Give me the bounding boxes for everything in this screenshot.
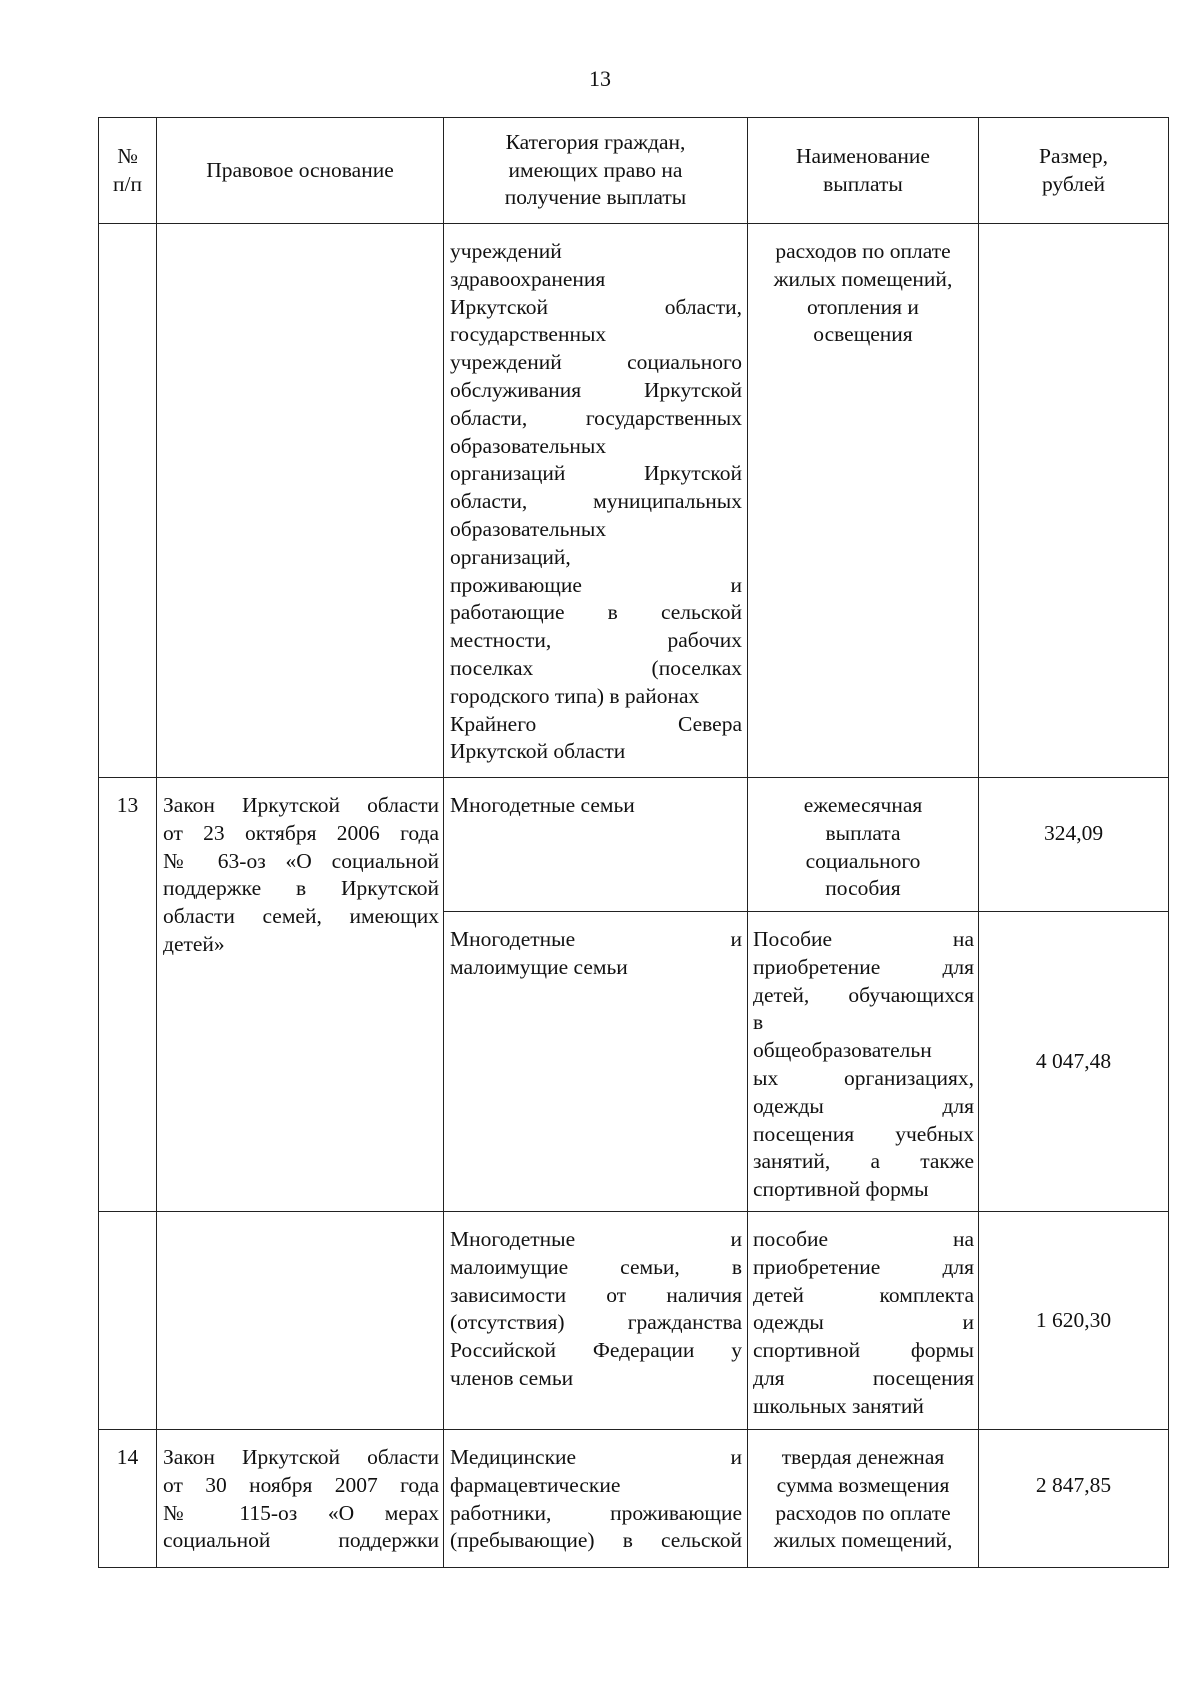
page-number: 13 xyxy=(589,66,611,91)
text-line: № 63-оз «О социальной xyxy=(163,848,439,873)
cell-payment-name xyxy=(748,912,979,1212)
header-payment-name: Наименование выплаты xyxy=(748,118,979,224)
header-legal-basis: Правовое основание xyxy=(157,118,444,224)
cell-payment-name xyxy=(748,224,979,778)
table-row xyxy=(99,1430,1169,1568)
text-line: освещения xyxy=(813,322,913,347)
text-line: членов семьи xyxy=(450,1365,574,1390)
cell-category xyxy=(444,1212,748,1430)
text-line: спортивной формы xyxy=(753,1338,974,1363)
text-line: Иркутской области, xyxy=(450,294,742,319)
text-line: образовательных xyxy=(450,516,607,541)
text-line: отопления и xyxy=(807,294,919,319)
text-line: пособия xyxy=(825,876,901,901)
text-line: малоимущие семьи xyxy=(450,954,628,979)
text-line: Закон Иркутской области xyxy=(163,1445,439,1469)
cell-num xyxy=(99,1212,157,1430)
text-line: жилых помещений, xyxy=(773,1528,953,1553)
text-line: (пребывающие) в сельской xyxy=(450,1528,742,1553)
text-line: занятий, а также xyxy=(753,1149,974,1174)
table-row xyxy=(99,778,1169,912)
text-line: от 23 октября 2006 года xyxy=(163,820,439,845)
text-line: приобретение для xyxy=(753,954,974,979)
text-line: государственных xyxy=(450,322,607,347)
text-line: социальной поддержки xyxy=(163,1528,439,1553)
text-line: детей» xyxy=(163,931,225,956)
text-line: малоимущие семьи, в xyxy=(450,1254,742,1279)
cell-law xyxy=(157,778,444,1212)
text-line: одежды и xyxy=(753,1310,974,1335)
text-line: Закон Иркутской области xyxy=(163,793,439,817)
text-line: фармацевтические xyxy=(450,1472,621,1497)
text-line: одежды для xyxy=(753,1093,974,1118)
cell-category: Многодетные семьи xyxy=(444,778,748,912)
table-row xyxy=(99,224,1169,778)
text-line: работающие в сельской xyxy=(450,600,742,625)
cell-law xyxy=(157,1212,444,1430)
cell-num xyxy=(99,224,157,778)
header-amount: Размер, рублей xyxy=(979,118,1169,224)
cell-amount: 1 620,30 xyxy=(979,1212,1169,1430)
cell-law xyxy=(157,224,444,778)
table-row xyxy=(99,1212,1169,1430)
text-line: зависимости от наличия xyxy=(450,1282,742,1307)
text-line: (отсутствия) гражданства xyxy=(450,1310,742,1335)
cell-law xyxy=(157,1430,444,1568)
header-num: № п/п xyxy=(99,118,157,224)
text-line: жилых помещений, xyxy=(773,266,953,291)
cell-payment-name xyxy=(748,1212,979,1430)
text-line: расходов по оплате xyxy=(775,1500,951,1525)
text-line: твердая денежная xyxy=(781,1445,945,1469)
cell-payment-name xyxy=(748,778,979,912)
text-line: поселках (поселках xyxy=(450,655,742,680)
text-line: учреждений xyxy=(450,239,562,263)
cell-category xyxy=(444,912,748,1212)
text-line: организаций, xyxy=(450,544,571,569)
text-line: Российской Федерации у xyxy=(450,1338,742,1363)
payments-table xyxy=(98,117,1169,1568)
text-line: проживающие и xyxy=(450,572,742,597)
text-line: организаций Иркутской xyxy=(450,461,742,486)
text-line: поддержке в Иркутской xyxy=(163,876,439,901)
text-line: Иркутской области xyxy=(450,739,626,764)
cell-amount: 2 847,85 xyxy=(979,1430,1169,1568)
text-line: ежемесячная xyxy=(803,793,923,817)
text-line: здравоохранения xyxy=(450,266,606,291)
text-line: для посещения xyxy=(753,1365,974,1390)
text-line: Пособие на xyxy=(753,927,974,951)
text-line: пособие на xyxy=(753,1227,974,1251)
text-line: учреждений социального xyxy=(450,350,742,375)
text-line: приобретение для xyxy=(753,1254,974,1279)
cell-payment-name xyxy=(748,1430,979,1568)
text-line: Многодетные и xyxy=(450,1227,742,1251)
text-line: области семей, имеющих xyxy=(163,904,439,929)
text-line: Крайнего Севера xyxy=(450,711,742,736)
text-line: от 30 ноября 2007 года xyxy=(163,1472,439,1497)
cell-amount: 324,09 xyxy=(979,778,1169,912)
text-line: выплата xyxy=(825,820,901,845)
text-line: общеобразовательн xyxy=(753,1038,932,1063)
text-line: посещения учебных xyxy=(753,1121,974,1146)
header-category: Категория граждан, имеющих право на получение выплаты xyxy=(444,118,748,224)
cell-num: 14 xyxy=(99,1430,157,1568)
text-line: работники, проживающие xyxy=(450,1500,742,1525)
text-line: образовательных xyxy=(450,433,607,458)
text-line: школьных занятий xyxy=(753,1393,924,1418)
text-line: детей, обучающихся xyxy=(753,982,974,1007)
text-line: расходов по оплате xyxy=(775,239,951,263)
text-line: № 115-оз «О мерах xyxy=(163,1500,439,1525)
cell-category xyxy=(444,224,748,778)
text-line: области, государственных xyxy=(450,405,742,430)
table-header-row xyxy=(99,118,1169,224)
text-line: области, муниципальных xyxy=(450,489,742,514)
text-line: ых организациях, xyxy=(753,1065,974,1090)
cell-num: 13 xyxy=(99,778,157,1212)
text-line: социального xyxy=(805,848,921,873)
cell-amount: 4 047,48 xyxy=(979,912,1169,1212)
cell-category xyxy=(444,1430,748,1568)
text-line: спортивной формы xyxy=(753,1177,929,1202)
text-line: местности, рабочих xyxy=(450,628,742,653)
text-line: городского типа) в районах xyxy=(450,683,700,708)
text-line: в xyxy=(753,1010,764,1035)
text-line: сумма возмещения xyxy=(776,1472,950,1497)
text-line: Медицинские и xyxy=(450,1445,742,1469)
text-line: Многодетные и xyxy=(450,927,742,951)
text-line: детей комплекта xyxy=(753,1282,974,1307)
cell-amount xyxy=(979,224,1169,778)
text-line: обслуживания Иркутской xyxy=(450,377,742,402)
